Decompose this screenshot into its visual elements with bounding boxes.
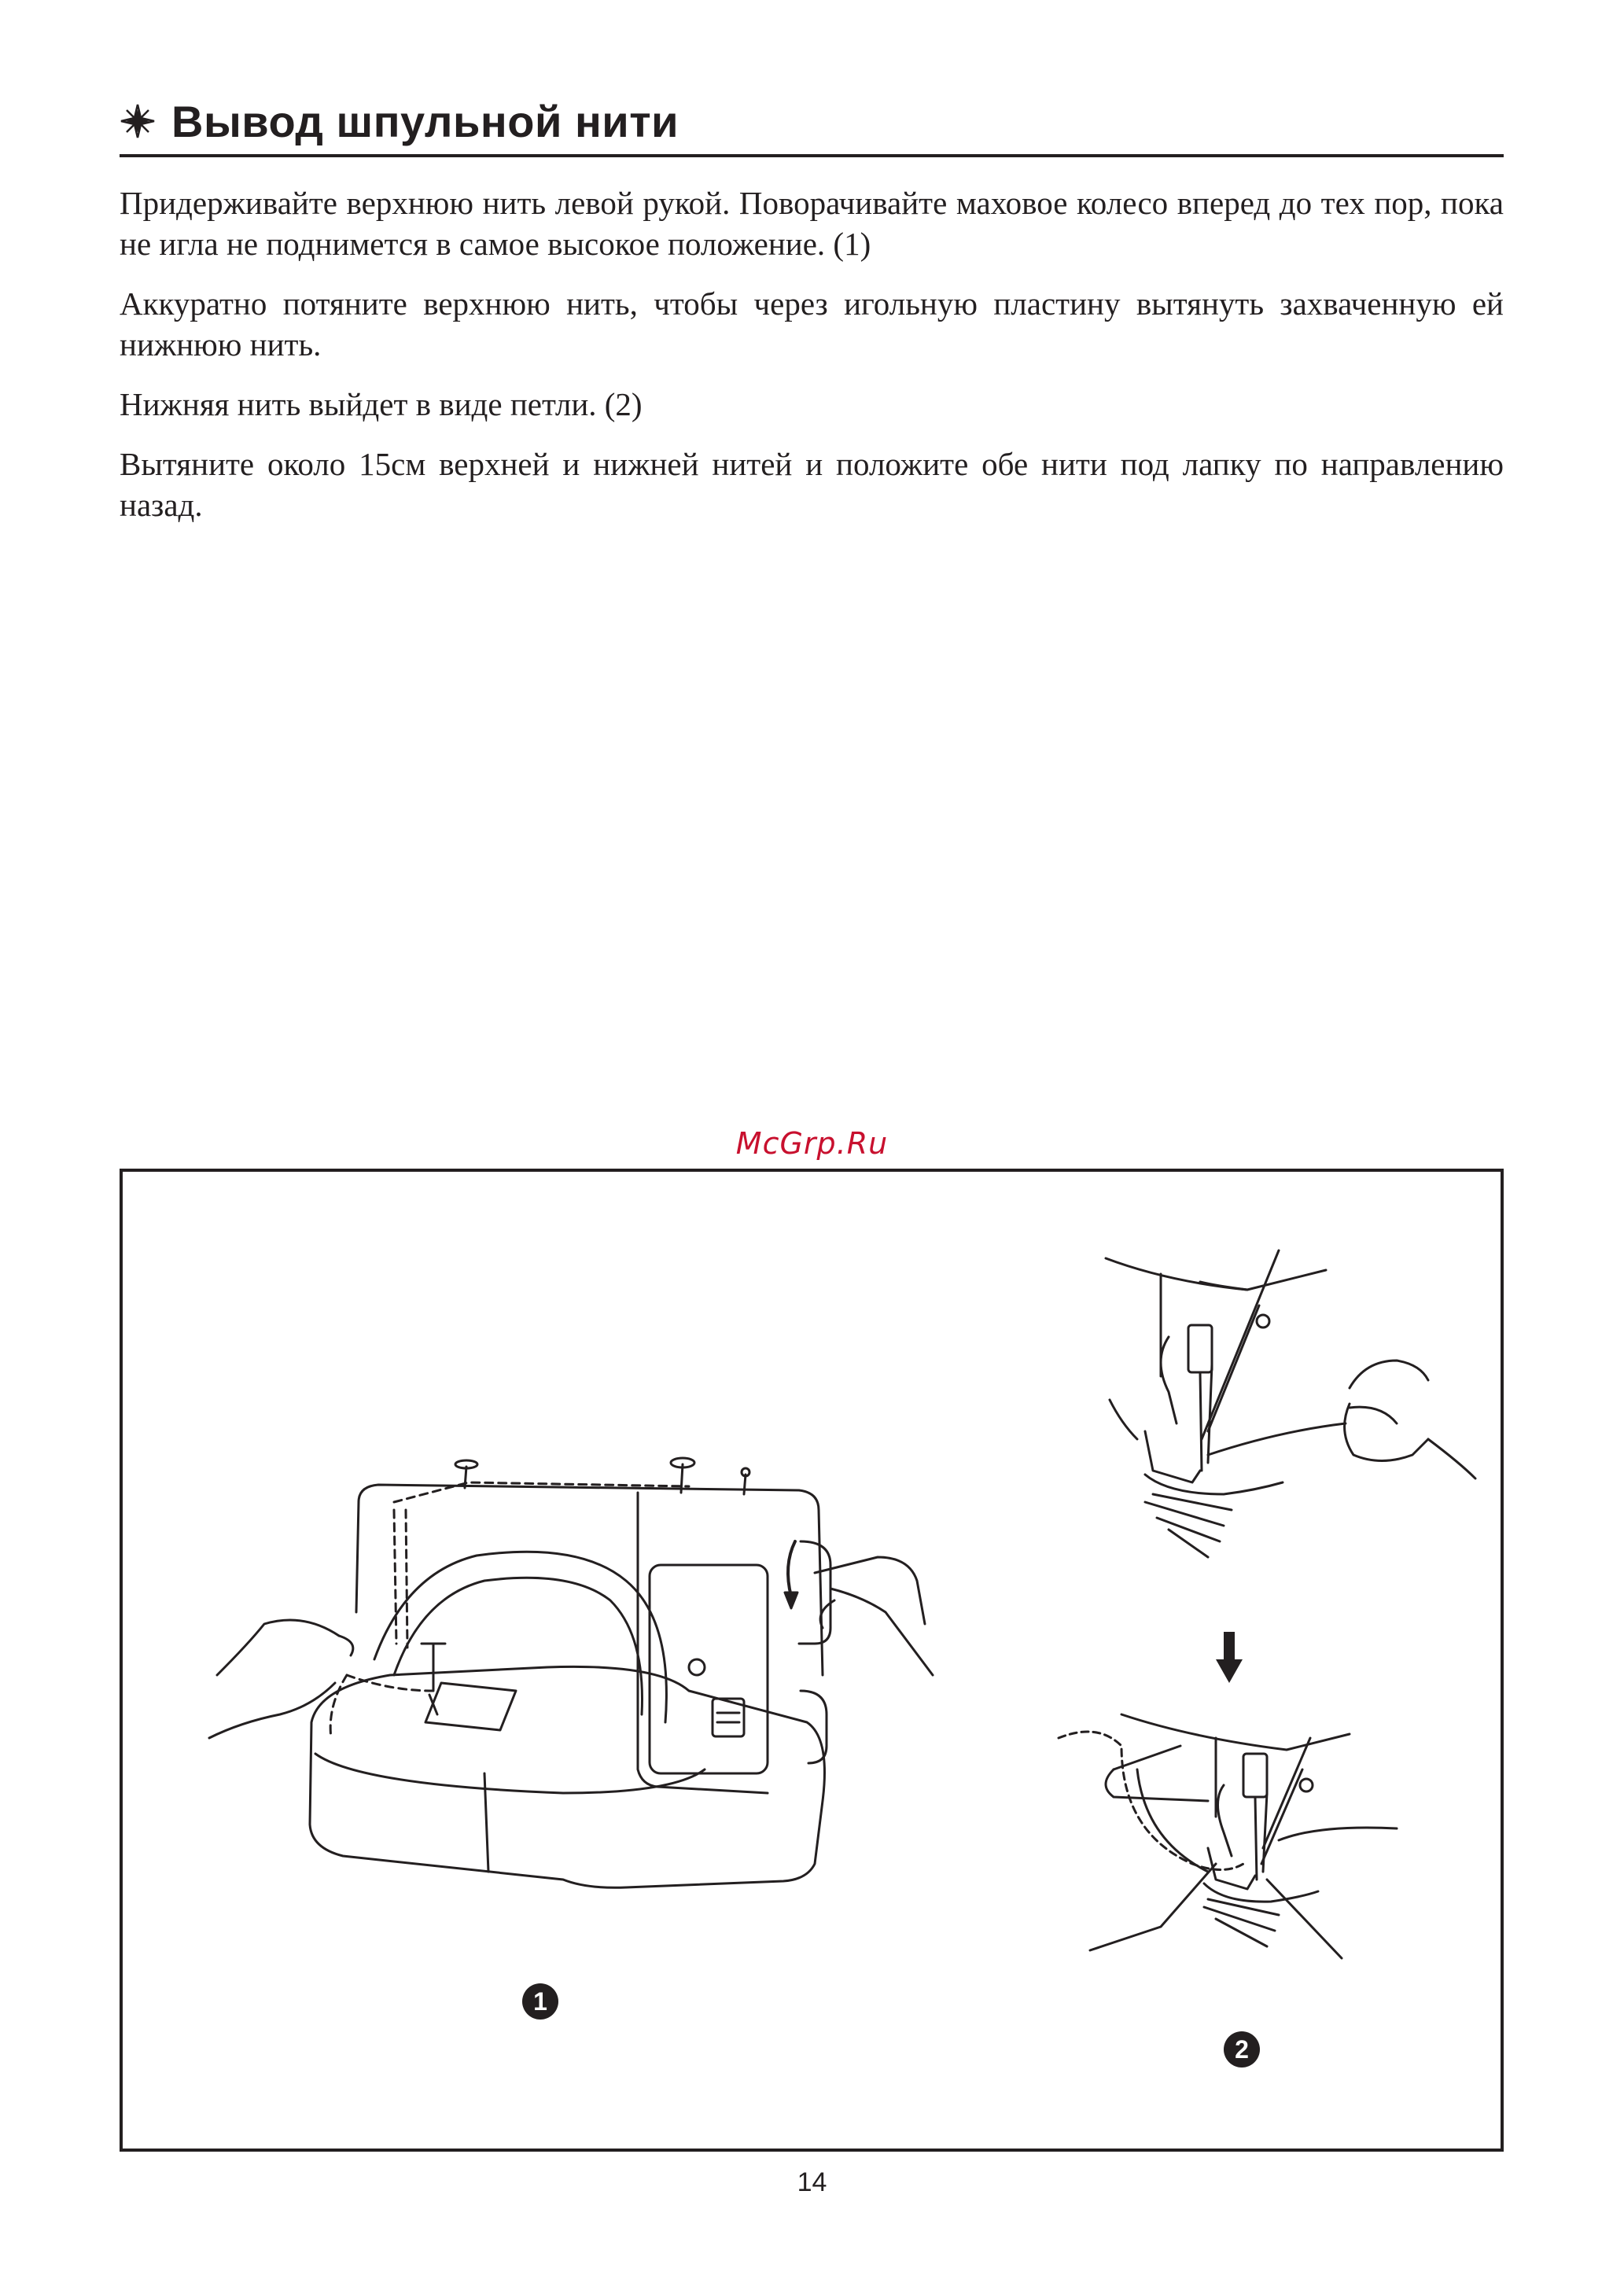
step-2-marker: 2 bbox=[1224, 2031, 1260, 2068]
paragraph-4: Вытяните около 15см верхней и нижней нитей и положите обе нити под лапку по направлению назад. bbox=[120, 446, 1504, 523]
step-1-marker: 1 bbox=[522, 1983, 558, 2020]
paragraph-2: Аккуратно потяните верхнюю нить, чтобы через игольную пластину вытянуть захваченную ей нижнюю нить. bbox=[120, 285, 1504, 363]
illustration-frame bbox=[120, 1169, 1504, 2152]
compass-star-icon bbox=[120, 103, 156, 139]
watermark: McGrp.Ru bbox=[735, 1126, 889, 1161]
down-arrow-icon bbox=[1216, 1632, 1243, 1683]
presser-foot-closeup-bottom bbox=[1059, 1714, 1397, 1958]
instructions bbox=[120, 182, 1504, 544]
page-number: 14 bbox=[797, 2167, 827, 2197]
presser-foot-closeup-top bbox=[1106, 1250, 1475, 1557]
page-title: Вывод шпульной нити bbox=[171, 96, 679, 146]
paragraph-1: Придерживайте верхнюю нить левой рукой. Поворачивайте маховое колесо вперед до тех пор, пока не игла не поднимется в самое высокое положение. (1) bbox=[120, 185, 1504, 262]
paragraph-3: Нижняя нить выйдет в виде петли. (2) bbox=[120, 386, 643, 422]
sewing-machine-illustration bbox=[209, 1458, 933, 1887]
section-heading bbox=[120, 88, 1504, 157]
illustration-canvas bbox=[123, 1172, 1501, 2149]
